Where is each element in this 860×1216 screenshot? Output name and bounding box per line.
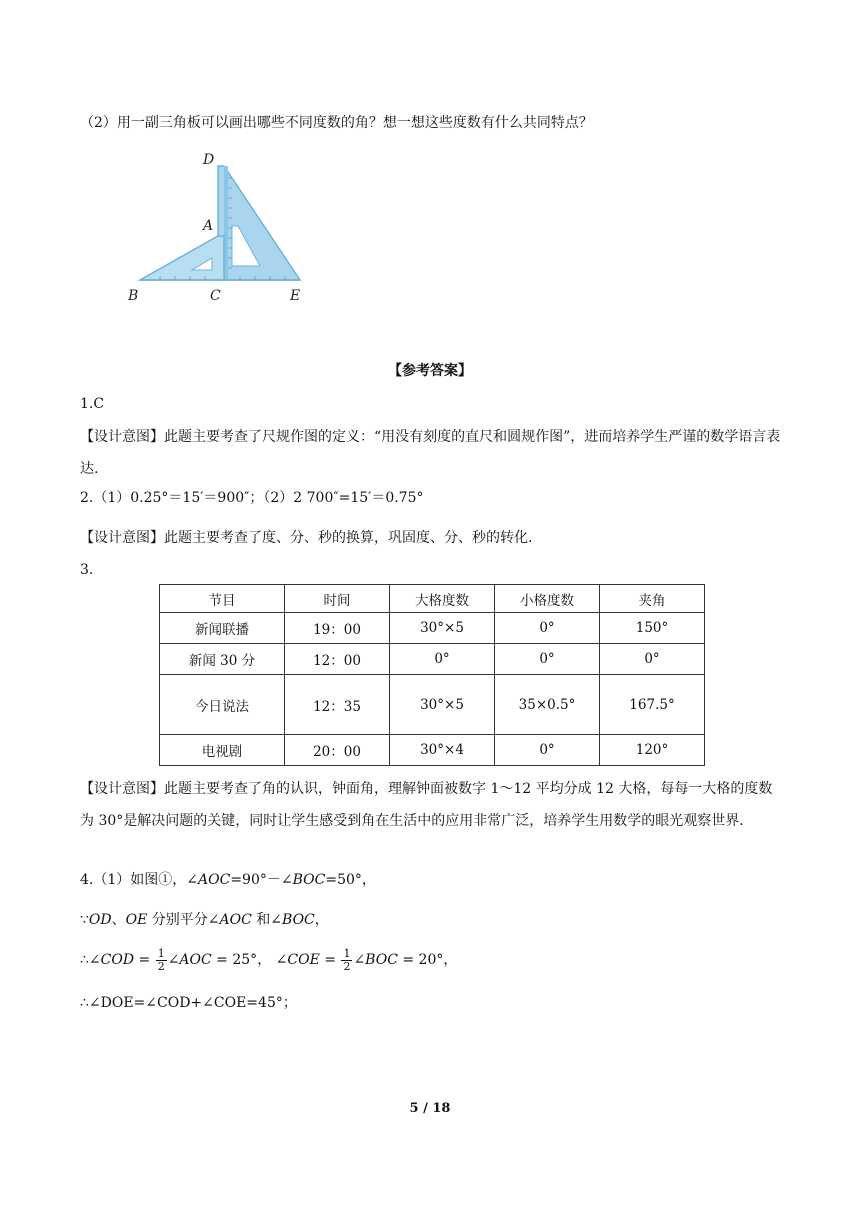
table-cell: 0° — [495, 613, 600, 644]
table-header-cell: 小格度数 — [495, 585, 600, 613]
table-cell: 30°×4 — [390, 735, 495, 766]
table-cell: 新闻 30 分 — [160, 644, 285, 675]
table-row — [160, 675, 705, 735]
answer-4-line-4: ∴∠DOE=∠COD+∠COE=45°； — [80, 995, 297, 1011]
table-cell: 新闻联播 — [160, 613, 285, 644]
answer-4-line-2: ∵OD、OE 分别平分∠AOC 和∠BOC， — [80, 912, 329, 928]
point-label-d: D — [203, 152, 215, 168]
table-cell: 30°×5 — [390, 675, 495, 735]
question-text: （2）用一副三角板可以画出哪些不同度数的角？想一想这些度数有什么共同特点？ — [80, 115, 593, 131]
table-cell: 0° — [600, 644, 705, 675]
answer-1-intent: 【设计意图】此题主要考查了尺规作图的定义：“用没有刻度的直尺和圆规作图”，进而培养学生严谨的数学语言表达. — [80, 429, 781, 477]
table-header-cell: 时间 — [285, 585, 390, 613]
table-cell: 120° — [600, 735, 705, 766]
triangle-rulers-figure — [120, 148, 320, 308]
point-label-c: C — [210, 288, 221, 304]
table-header-cell: 节目 — [160, 585, 285, 613]
tv-schedule-table — [159, 584, 705, 766]
table-row — [160, 613, 705, 644]
table-cell: 35×0.5° — [495, 675, 600, 735]
answers-heading: 【参考答案】 — [388, 363, 472, 379]
table-cell: 20：00 — [285, 735, 390, 766]
fraction-half: $\frac{1}{2}$ — [343, 946, 351, 973]
page-number: 5 / 18 — [409, 1101, 451, 1116]
table-cell: 12：35 — [285, 675, 390, 735]
table-cell: 12：00 — [285, 644, 390, 675]
table-row — [160, 644, 705, 675]
table-cell: 0° — [495, 735, 600, 766]
answer-3-intent: 【设计意图】此题主要考查了角的认识，钟面角，理解钟面被数字 1～12 平均分成 12 大格，每每一大格的度数为 30°是解决问题的关键，同时让学生感受到角在生活中的应用非常广泛，培养学生用数学的眼光观察世界. — [80, 781, 773, 829]
answer-1: 1.C — [80, 396, 105, 412]
answer-2: 2.（1）0.25°＝15′＝900″；（2）2 700″=15′＝0.75° — [80, 490, 424, 506]
answer-2-intent: 【设计意图】此题主要考查了度、分、秒的换算，巩固度、分、秒的转化. — [80, 530, 533, 546]
table-cell: 今日说法 — [160, 675, 285, 735]
answer-3: 3. — [80, 562, 94, 578]
table-header-cell: 大格度数 — [390, 585, 495, 613]
answer-4-line-1: 4.（1）如图①，∠AOC=90°－∠BOC=50°， — [80, 872, 376, 888]
fraction-half: $\frac{1}{2}$ — [157, 946, 165, 973]
table-header-cell: 夹角 — [600, 585, 705, 613]
table-row — [160, 735, 705, 766]
point-label-b: B — [128, 288, 139, 304]
table-cell: 0° — [390, 644, 495, 675]
answer-4-line-3: ∴∠COD = $\frac{1}{2}$ ∠AOC = 25°， ∠COE = $\frac{1}{2}$ ∠BOC = 20°， — [80, 946, 458, 973]
table-cell: 30°×5 — [390, 613, 495, 644]
table-header-row — [160, 585, 705, 613]
table-cell: 167.5° — [600, 675, 705, 735]
point-label-a: A — [203, 218, 214, 234]
table-cell: 150° — [600, 613, 705, 644]
point-label-e: E — [290, 288, 301, 304]
table-cell: 0° — [495, 644, 600, 675]
table-cell: 电视剧 — [160, 735, 285, 766]
table-cell: 19：00 — [285, 613, 390, 644]
